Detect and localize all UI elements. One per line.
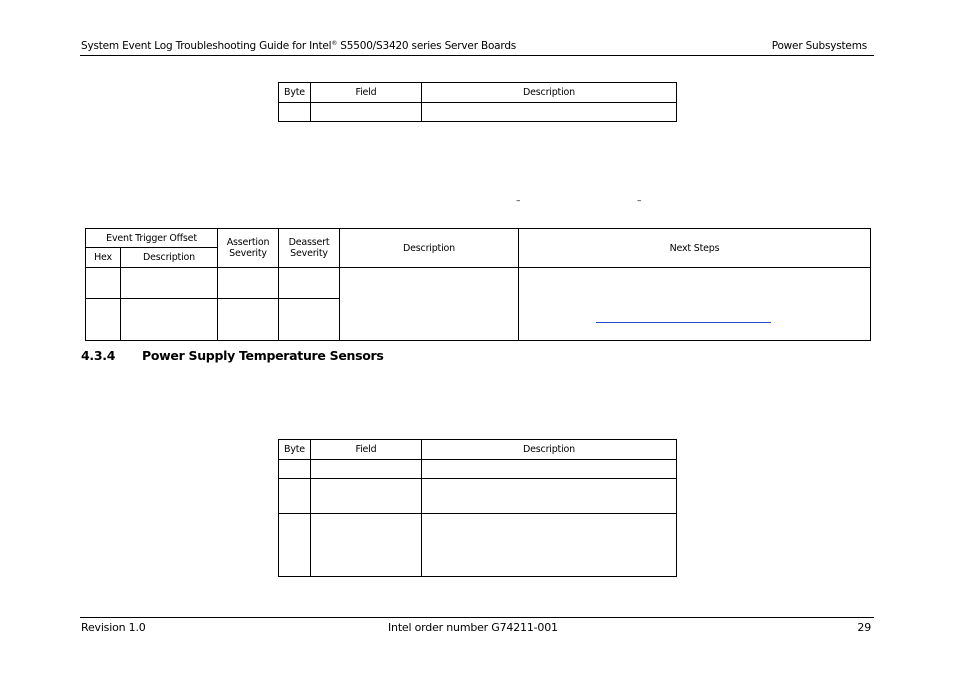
event-cell xyxy=(121,299,218,341)
running-header-section: Power Subsystems xyxy=(771,40,867,52)
table2-cell xyxy=(422,479,677,514)
header-rule xyxy=(80,55,874,56)
event-trigger-offset-header: Event Trigger Offset xyxy=(86,229,218,248)
event-cell xyxy=(86,299,121,341)
next-steps-header: Next Steps xyxy=(519,229,871,268)
running-header-title: System Event Log Troubleshooting Guide for Intel® S5500/S3420 series Server Boards xyxy=(81,40,517,52)
event-description-cell xyxy=(340,268,519,341)
section-title: Power Supply Temperature Sensors xyxy=(142,348,384,363)
sensor-format-table-2 xyxy=(278,439,677,577)
table1-header-field: Field xyxy=(311,83,422,103)
sensor-format-table-1 xyxy=(278,82,677,122)
table1-header-byte: Byte xyxy=(279,83,311,103)
assertion-severity-header: Assertion Severity xyxy=(218,229,279,268)
event-cell xyxy=(121,268,218,299)
table1-header-description: Description xyxy=(422,83,677,103)
table2-cell xyxy=(422,460,677,479)
table1-cell xyxy=(422,103,677,122)
deassert-severity-header: Deassert Severity xyxy=(279,229,340,268)
dash-mark: – xyxy=(516,196,521,206)
registered-mark: ® xyxy=(331,40,338,47)
footer-order-number: Intel order number G74211-001 xyxy=(388,621,558,634)
table2-cell xyxy=(311,460,422,479)
offset-description-header: Description xyxy=(121,248,218,268)
table2-cell xyxy=(279,479,311,514)
table2-cell xyxy=(279,514,311,577)
dash-mark: – xyxy=(637,196,642,206)
table2-cell xyxy=(422,514,677,577)
table2-cell xyxy=(311,514,422,577)
next-steps-cell xyxy=(519,268,871,341)
event-cell xyxy=(279,268,340,299)
event-trigger-table xyxy=(85,228,871,341)
event-cell xyxy=(218,299,279,341)
hyperlink-underline[interactable] xyxy=(596,322,771,323)
table2-cell xyxy=(279,460,311,479)
table2-cell xyxy=(311,479,422,514)
footer-revision: Revision 1.0 xyxy=(81,621,146,634)
hex-header: Hex xyxy=(86,248,121,268)
table1-cell xyxy=(311,103,422,122)
description-header: Description xyxy=(340,229,519,268)
footer-page-number: 29 xyxy=(857,621,871,634)
event-cell xyxy=(86,268,121,299)
footer-rule xyxy=(80,617,874,618)
table1-cell xyxy=(279,103,311,122)
table2-header-byte: Byte xyxy=(279,440,311,460)
section-heading xyxy=(81,348,384,363)
event-cell xyxy=(218,268,279,299)
event-cell xyxy=(279,299,340,341)
section-number: 4.3.4 xyxy=(81,348,116,363)
table2-header-description: Description xyxy=(422,440,677,460)
table2-header-field: Field xyxy=(311,440,422,460)
